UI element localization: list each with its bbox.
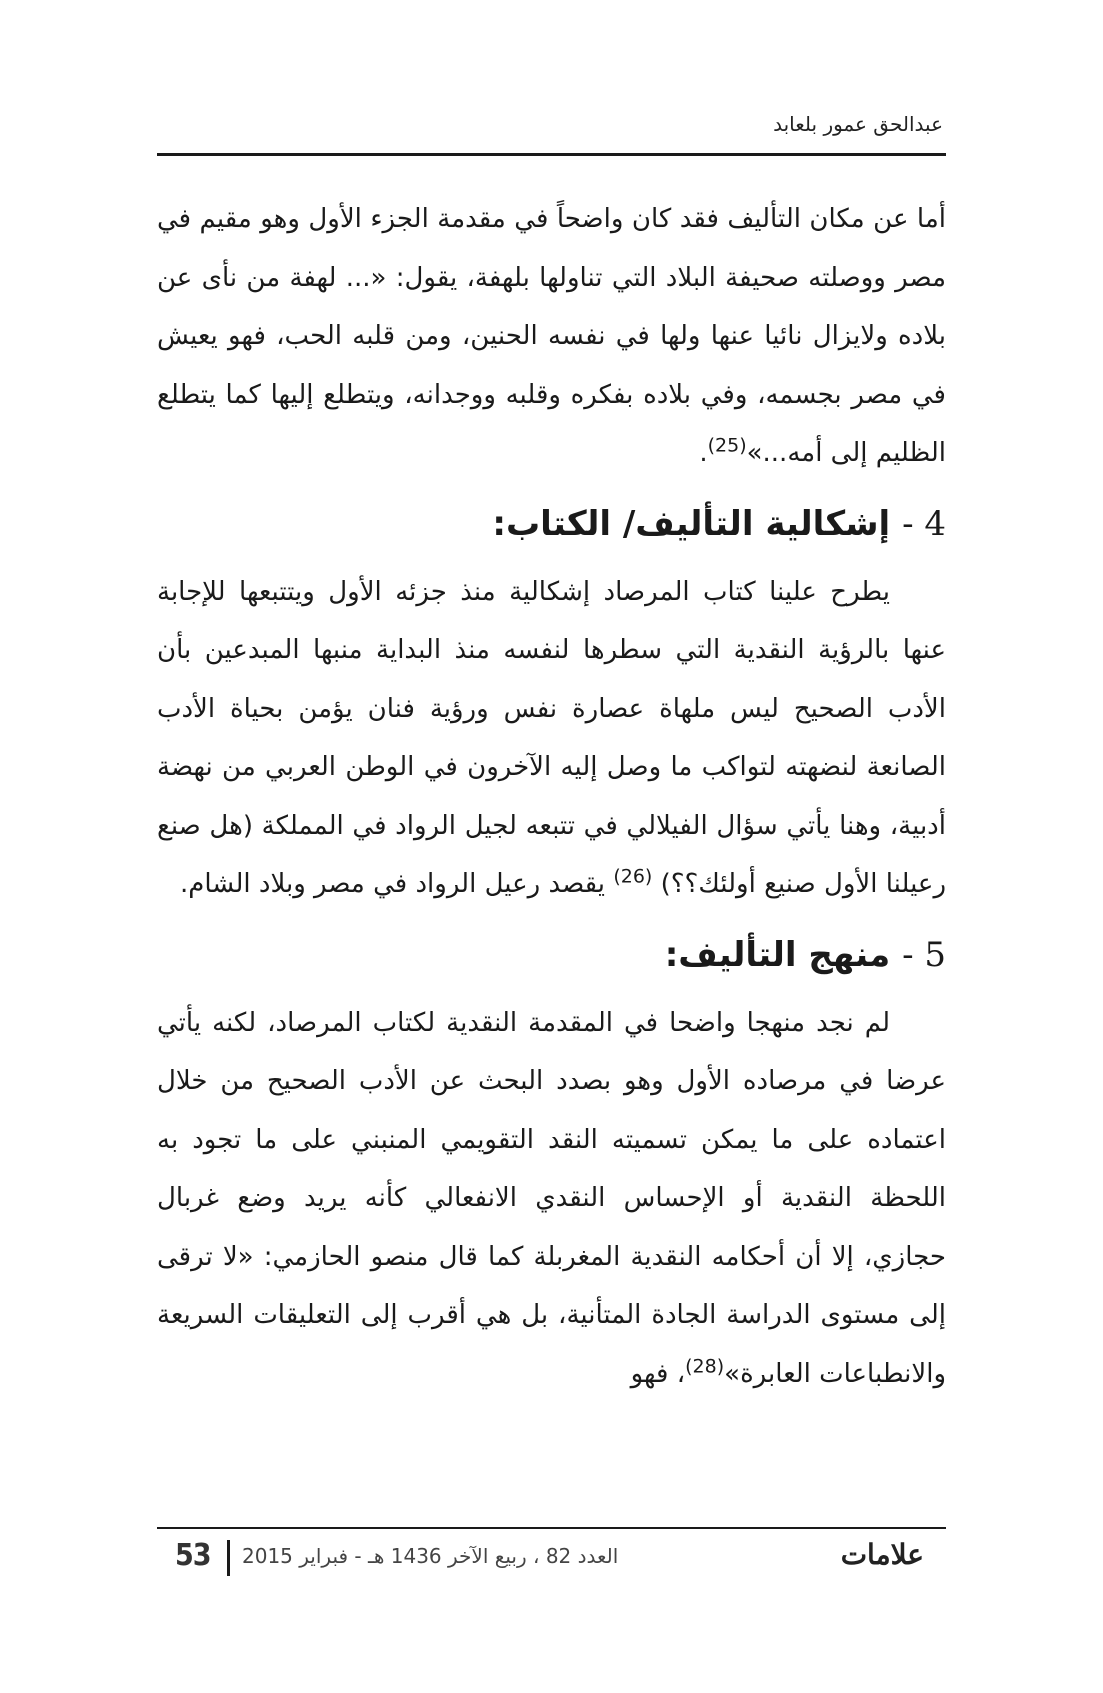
article-body — [157, 190, 946, 1403]
paragraph-method — [157, 994, 946, 1404]
paragraph-end: ، فهو — [630, 1358, 686, 1389]
footer-divider — [227, 1540, 230, 1576]
journal-logo: علامات — [840, 1538, 924, 1571]
section-heading-5 — [157, 922, 946, 988]
page-footer — [157, 1538, 946, 1578]
paragraph-location — [157, 190, 946, 483]
paragraph-text: لم نجد منهجا واضحا في المقدمة النقدية لكتاب المرصاد، لكنه يأتي عرضا في مرصاده الأول وهو بصدد البحث عن الأدب الصحيح من خلال اعتماده على ما يمكن تسميته النقد التقويمي المنبني على ما تجود به اللحظة النقدية أو الإحساس النقدي الانفعالي كأنه يريد وضع غربال حجازي، إلا أن أحكامه النقدية المغربلة كما قال منصو الحازمي: «لا ترقى إلى مستوى الدراسة الجادة المتأنية، بل هي أقرب إلى التعليقات السريعة والانطباعات العابرة» — [157, 1007, 946, 1389]
paragraph-end: يقصد رعيل الرواد في مصر وبلاد الشام. — [179, 869, 606, 899]
paragraph-end: . — [699, 438, 708, 468]
section-title: منهج التأليف: — [664, 934, 891, 975]
header-rule — [157, 153, 946, 156]
paragraph-text: يطرح علينا كتاب المرصاد إشكالية منذ جزئه الأول ويتتبعها للإجابة عنها بالرؤية النقدية التي سطرها لنفسه منذ البداية منبها المبدعين بأن الأدب الصحيح ليس ملهاة عصارة نفس ورؤية فنان يؤمن بحياة الأدب الصانعة لنضهته لتواكب ما وصل إليه الآخرون في الوطن العربي من نهضة أدبية، وهنا يأتي سؤال الفيلالي في تتبعه لجيل الرواد في المملكة (هل صنع رعيلنا الأول صنيع أولئك؟؟) — [157, 576, 946, 899]
section-number: 4 - — [902, 503, 946, 544]
page-number: 53 — [175, 1538, 211, 1573]
footer-rule — [157, 1527, 946, 1529]
running-head-author: عبدالحق عمور بلعابد — [773, 112, 943, 136]
section-title: إشكالية التأليف/ الكتاب: — [492, 503, 891, 544]
paragraph-problematic — [157, 563, 946, 914]
issue-info: العدد 82 ، ربيع الآخر 1436 هـ - فبراير 2015 — [242, 1544, 619, 1568]
footnote-ref-28[interactable]: (28) — [685, 1354, 725, 1377]
section-heading-4 — [157, 491, 946, 557]
paragraph-text: أما عن مكان التأليف فقد كان واضحاً في مقدمة الجزء الأول وهو مقيم في مصر ووصلته صحيفة البلاد التي تناولها بلهفة، يقول: «... لهفة من نأى عن بلاده ولايزال نائيا عنها ولها في نفسه الحنين، ومن قلبه الحب، فهو يعيش في مصر بجسمه، وفي بلاده بفكره وقلبه ووجدانه، ويتطلع إليها كما يتطلع الظليم إلى أمه...» — [157, 204, 946, 468]
section-number: 5 - — [902, 934, 946, 975]
footnote-ref-25[interactable]: (25) — [707, 434, 747, 457]
footnote-ref-26[interactable]: (26) — [613, 865, 653, 888]
